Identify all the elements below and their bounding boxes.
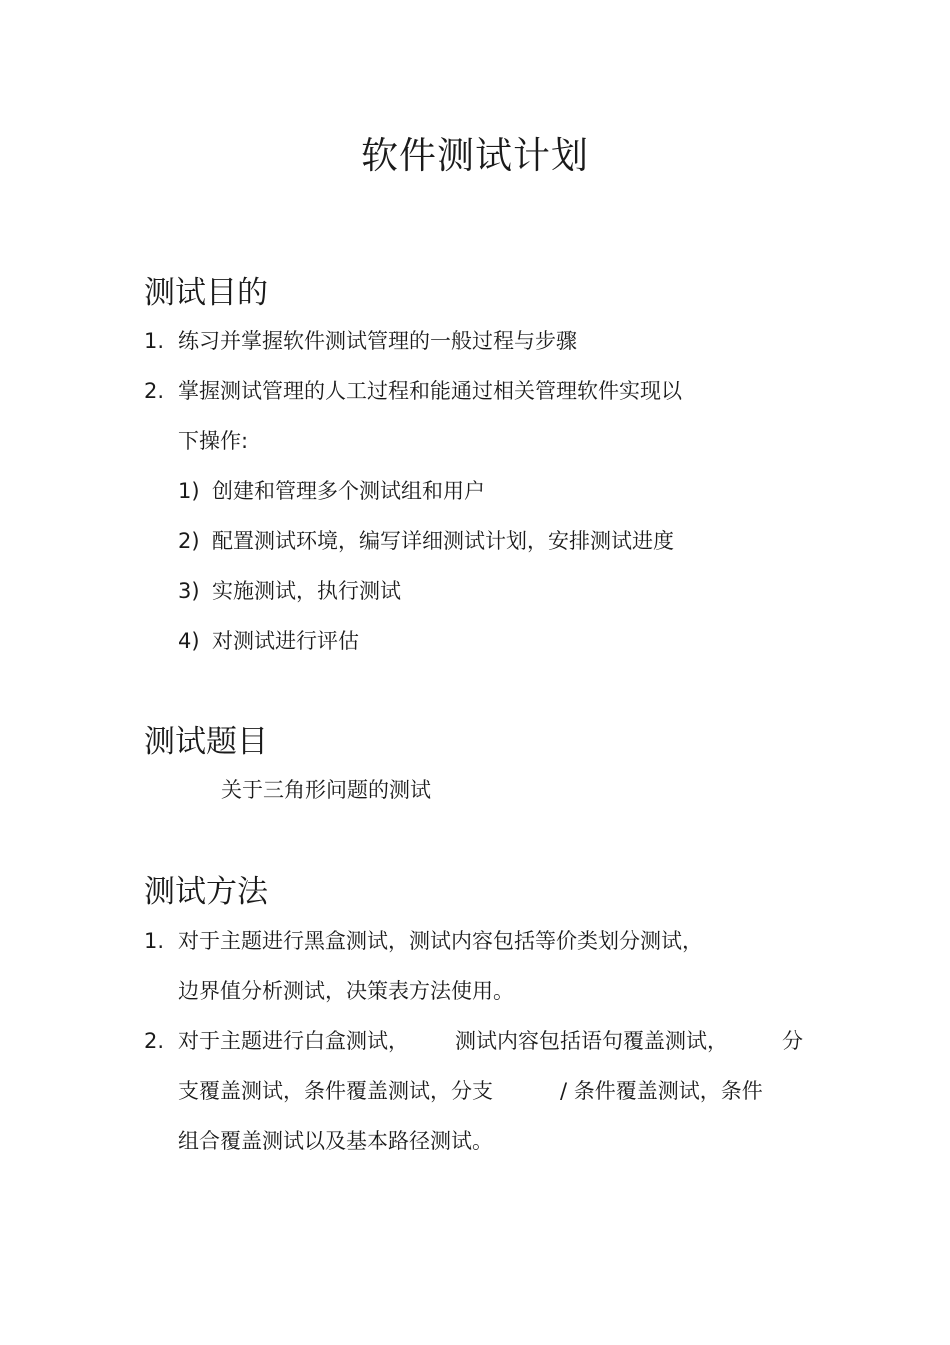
list-item-part: 对于主题进行白盒测试， [178, 1029, 409, 1053]
list-item-part: 测试内容包括语句覆盖测试， [455, 1029, 728, 1053]
section-heading-method: 测试方法 [144, 874, 268, 910]
list-number: 2. [144, 1029, 165, 1053]
topic-text: 关于三角形问题的测试 [221, 778, 431, 802]
list-item-continuation: 边界值分析测试，决策表方法使用。 [178, 979, 514, 1003]
list-number: 1. [144, 929, 165, 953]
list-number: 2. [144, 379, 165, 403]
list-number: 1. [144, 329, 165, 353]
document-title: 软件测试计划 [361, 134, 589, 177]
section-heading-purpose: 测试目的 [144, 275, 268, 311]
sublist-item: 创建和管理多个测试组和用户 [212, 479, 485, 503]
section-heading-topic: 测试题目 [144, 724, 268, 760]
list-item-continuation: 支覆盖测试，条件覆盖测试，分支 [178, 1079, 493, 1103]
list-item: 练习并掌握软件测试管理的一般过程与步骤 [178, 329, 577, 353]
sublist-number: 4) [178, 629, 200, 653]
sublist-number: 2) [178, 529, 200, 553]
sublist-item: 对测试进行评估 [212, 629, 359, 653]
list-item-part: 分 [782, 1029, 803, 1053]
sublist-number: 3) [178, 579, 200, 603]
sublist-item: 实施测试，执行测试 [212, 579, 401, 603]
sublist-item: 配置测试环境，编写详细测试计划，安排测试进度 [212, 529, 674, 553]
list-item-continuation: / 条件覆盖测试，条件 [560, 1079, 763, 1103]
list-item: 掌握测试管理的人工过程和能通过相关管理软件实现以 [178, 379, 682, 403]
list-item: 对于主题进行黑盒测试，测试内容包括等价类划分测试， [178, 929, 703, 953]
list-item-continuation: 下操作: [178, 429, 249, 453]
sublist-number: 1) [178, 479, 200, 503]
list-item-continuation: 组合覆盖测试以及基本路径测试。 [178, 1129, 493, 1153]
